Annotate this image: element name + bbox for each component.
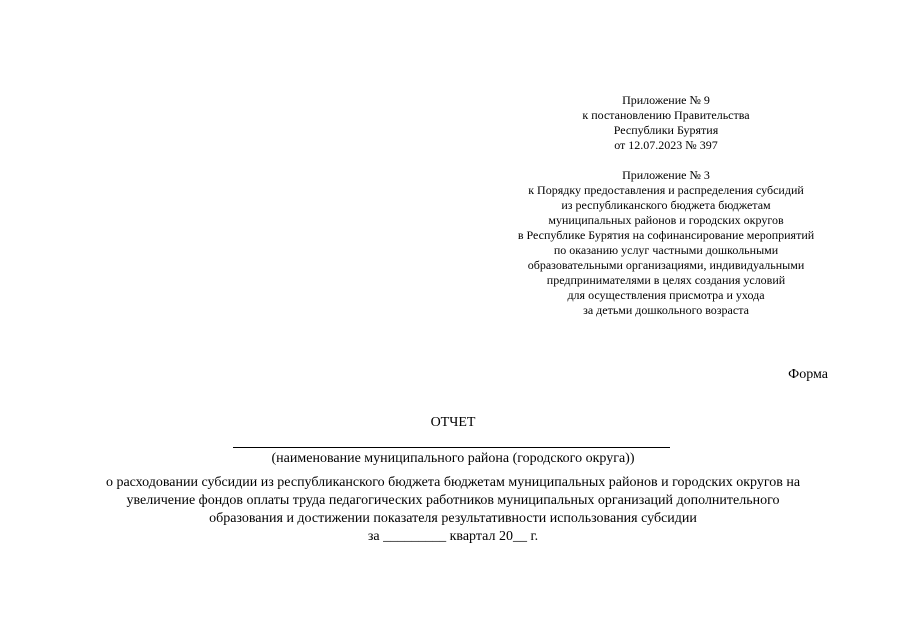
annex-9-line: к постановлению Правительства — [582, 108, 750, 122]
report-title: ОТЧЕТ — [430, 415, 476, 430]
annex-3-line: к Порядку предоставления и распределения субсидий — [528, 183, 804, 197]
annex-9-block — [466, 93, 866, 153]
report-description — [40, 474, 866, 546]
form-label: Форма — [788, 367, 828, 382]
annex-3-line: в Республике Бурятия на софинансирование мероприятий — [517, 228, 815, 242]
annex-3-line: за детьми дошкольного возраста — [583, 303, 749, 317]
annex-3-line: Приложение № 3 — [622, 168, 710, 182]
annex-9-line: от 12.07.2023 № 397 — [614, 138, 718, 152]
annex-3-line: по оказанию услуг частными дошкольными — [553, 243, 779, 257]
municipality-name-caption: (наименование муниципального района (городского округа)) — [271, 451, 635, 466]
annex-3-line: из республиканского бюджета бюджетам — [561, 198, 771, 212]
report-description-line: о расходовании субсидии из республиканского бюджета бюджетам муниципальных районов и городских округов на — [105, 475, 801, 490]
annex-9-line: Республики Бурятия — [613, 123, 719, 137]
annex-3-line: для осуществления присмотра и ухода — [567, 288, 765, 302]
municipality-name-line — [233, 447, 670, 448]
annex-3-line: образовательными организациями, индивидуальными — [527, 258, 805, 272]
annex-3-line: предпринимателями в целях создания условий — [546, 273, 786, 287]
annex-3-line: муниципальных районов и городских округов — [548, 213, 784, 227]
annex-9-line: Приложение № 9 — [622, 93, 710, 107]
report-period-line: за _________ квартал 20__ г. — [367, 529, 539, 544]
report-description-line: увеличение фондов оплаты труда педагогических работников муниципальных организаций дополнительного — [126, 493, 780, 508]
report-description-line: образования и достижении показателя результативности использования субсидии — [209, 511, 697, 526]
annex-3-block — [466, 168, 866, 318]
